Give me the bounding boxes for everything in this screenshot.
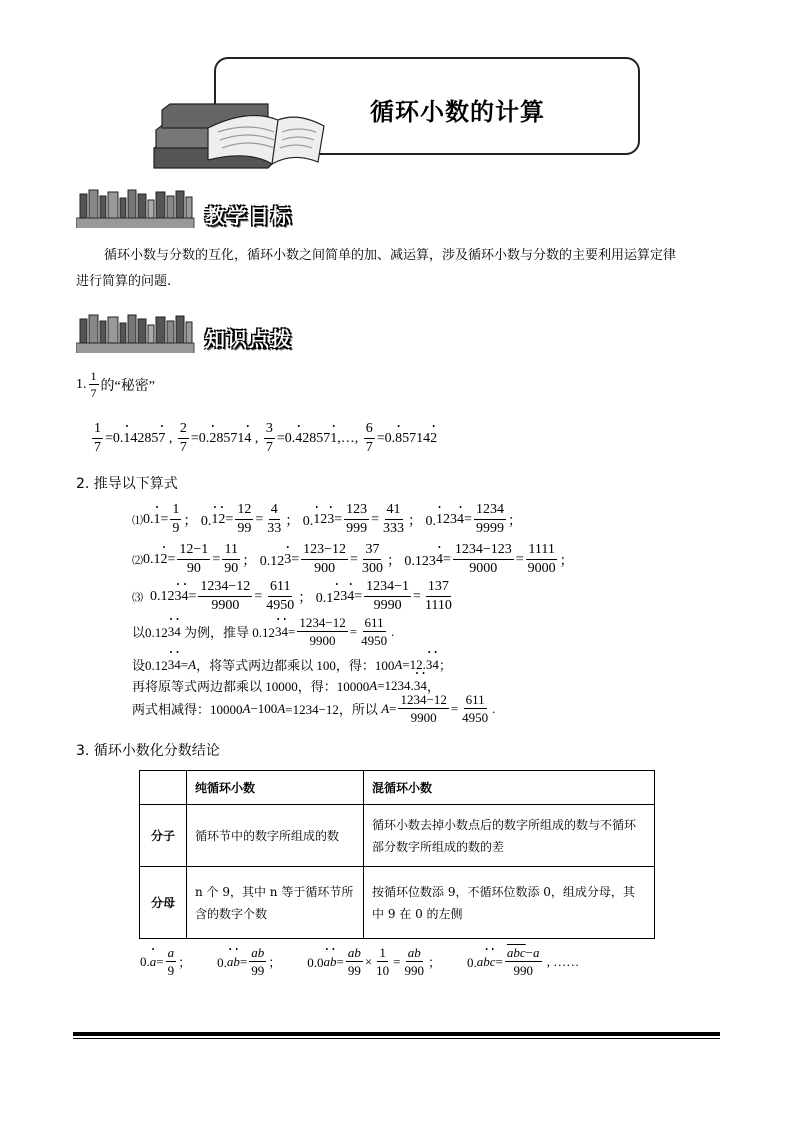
goal-text-line2: 进行简算的问题. [76,274,172,289]
table-header-row [140,771,655,805]
footer-rule-thin [73,1038,720,1039]
table-cell: n 个 9，其中 n 等于循环节所含的数字个数 [187,867,364,939]
derive-line-1: 以0.12 • 3 • 4 为例，推导 0.12 • 3 • 4 = $\frac{1234-12}{9900}$ = $\frac{611}{4950}$ . [132,616,394,647]
section-title-knowledge: 知识点拨 [205,327,293,351]
conclusion-table [139,770,655,939]
derive-line-2: 设0.12 • 3 • 4 = A ，将等式两边都乘以 100，得：100 A =12. • 3 • 4 ； [132,655,452,674]
table-header-cell: 混循环小数 [364,771,655,805]
item1-number: 1. [76,376,87,392]
item1-frac-den: 7 [90,386,97,400]
ellipsis: …… [553,953,580,969]
goal-text-line1: 循环小数与分数的互化，循环小数之间简单的加、减运算，涉及循环小数与分数的主要利用运算定律 [104,248,677,263]
formula-row-1: ⑴ 0. • 1 = $\frac{1}{9}$ ； 0. • 1 • 2 = $\frac{12}{99}$ = $\frac{4}{33}$ ； 0. • 1 2 • 3 = $\frac{123}{999}$ = $\frac{41}{333}$ ； 0. • 1 23 • 4 = $\frac{1234}{9999}$ ； [132,503,522,536]
formula-row-2: ⑵ 0.1 • 2 = $\frac{12-1}{90}$ = $\frac{11}{90}$ ； 0.12 • 3 = $\frac{123-12}{900}$ = $\frac{37}{300}$ ； 0.123 • 4 = $\frac{1234-123}{9000}$ = $\frac{1111}{9000}$ ； [132,543,574,576]
table-cell: 按循环位数添 9，不循环位数添 0，组成分母，其中 9 在 0 的左侧 [364,867,655,939]
table-row-label: 分母 [140,867,187,939]
seventh-fractions-line: $\frac{1}{7}$ =0. • 1 4285 • 7 , $\frac{2}{7}$ =0. • 2 8571 • 4 , $\frac{3}{7}$ =0. • 4 2857 • 1 ,…, $\frac{6}{7}$ =0. • 8 5714 • 2 [90,422,437,455]
table-header-cell [140,771,187,805]
item1-heading [76,370,155,399]
formula-row-3: ⑶ 0.12 • 3 • 4 = $\frac{1234-12}{9900}$ = $\frac{611}{4950}$ ； 0.1 • 2 3 • 4 = $\frac{1234-1}{9990}$ = $\frac{137}{1110}$ [132,580,456,613]
table-cell: 循环小数去掉小数点后的数字所组成的数与不循环部分数字所组成的数的差 [364,805,655,867]
table-row [140,867,655,939]
item3-heading: 3. 循环小数化分数结论 [76,743,220,759]
table-cell: 循环节中的数字所组成的数 [187,805,364,867]
item1-label: 的“秘密” [100,378,155,394]
general-formulas: 0. • a = $\frac{a}{9}$ ； 0. • a • b = $\frac{ab}{99}$ ； 0.0 • a • b = $\frac{ab}{99}$ × $\frac{1}{10}$ = $\frac{ab}{990}$ ； 0. a • b • c = $\frac{\overline{abc}-a}{990}$ , …… [140,946,579,977]
section-title-goal: 教学目标 [205,204,293,228]
derive-line-3: 再将原等式两边都乘以 10000，得：10000 A =1234. • 3 • 4 ， [132,676,440,695]
item1-frac-num: 1 [90,369,97,383]
books-icon [148,98,328,170]
table-row-label: 分子 [140,805,187,867]
derive-line-4: 两式相减得：10000 A −100 A =1234−12，所以 A = $\frac{1234-12}{9900}$ = $\frac{611}{4950}$ . [132,692,496,725]
item2-heading: 2. 推导以下算式 [76,476,178,492]
footer-rule-thick [73,1032,720,1036]
table-row [140,805,655,867]
page-title: 循环小数的计算 [370,98,545,126]
table-header-cell: 纯循环小数 [187,771,364,805]
